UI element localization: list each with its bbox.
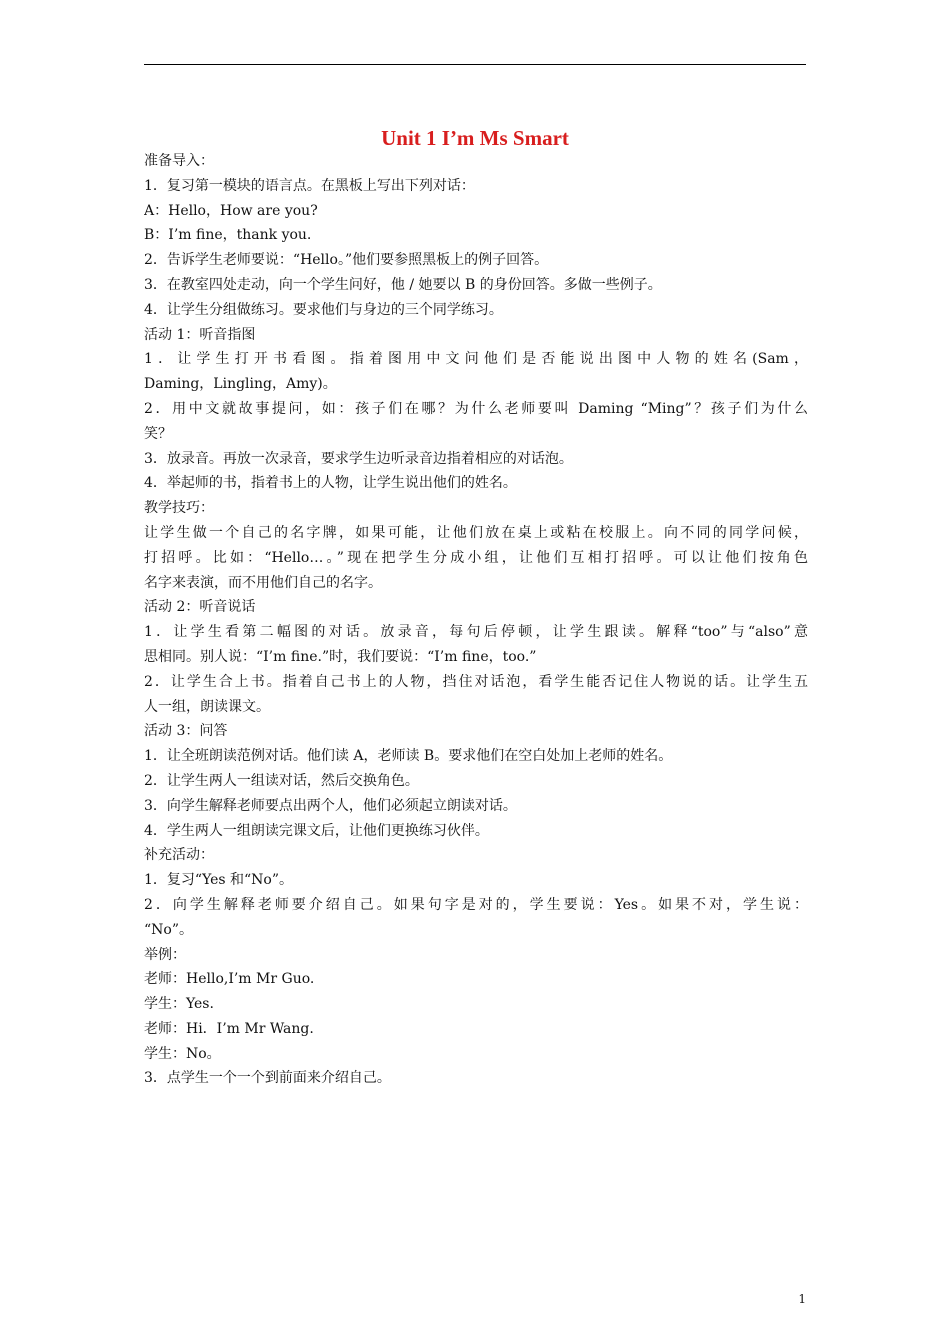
paragraph-line: 1．复习第一模块的语言点。在黑板上写出下列对话： [144, 177, 475, 194]
section-heading: 教学技巧： [144, 500, 214, 517]
dialogue-line: A：Hello，How are you? [144, 202, 318, 219]
paragraph-line: 让学生做一个自己的名字牌，如果可能，让他们放在桌上或粘在校服上。向不同的同学问候， [144, 524, 808, 541]
dialogue-line: B：I’m fine，thank you. [144, 227, 312, 244]
paragraph-line: 笑？ [144, 425, 172, 442]
section-heading: 活动 1：听音指图 [144, 326, 256, 343]
paragraph-line: 2．告诉学生老师要说：“Hello。”他们要参照黑板上的例子回答。 [144, 252, 549, 269]
document-title: Unit 1 I’m Ms Smart [381, 126, 569, 150]
page-number: 1 [798, 1292, 806, 1306]
section-heading: 准备导入： [144, 153, 214, 169]
paragraph-line: 3．在教室四处走动，向一个学生问好，他 / 她要以 B 的身份回答。多做一些例子。 [144, 276, 662, 293]
paragraph-line: “No”。 [144, 921, 193, 938]
dialogue-line: 老师：Hi．I’m Mr Wang. [144, 1020, 314, 1037]
paragraph-line: Daming，Lingling，Amy)。 [144, 376, 337, 393]
paragraph-line: 2．向学生解释老师要介绍自己。如果句字是对的，学生要说：Yes。如果不对，学生说： [144, 896, 808, 913]
paragraph-line: 打招呼。比如：“Hello…。”现在把学生分成小组，让他们互相打招呼。可以让他们按角色 [144, 549, 808, 566]
paragraph-line: 2．让学生合上书。指着自己书上的人物，挡住对话泡，看学生能否记住人物说的话。让学生五 [144, 673, 808, 690]
paragraph-line: 3．向学生解释老师要点出两个人，他们必须起立朗读对话。 [144, 797, 517, 814]
section-heading: 补充活动： [144, 847, 214, 864]
paragraph-line: 名字来表演，而不用他们自己的名字。 [144, 574, 382, 591]
paragraph-line: 2．用中文就故事提问，如：孩子们在哪？为什么老师要叫 Daming “Ming”？孩子们为什么 [144, 400, 808, 417]
paragraph-line: 1．复习“Yes 和“No”。 [144, 872, 294, 889]
paragraph-line: 3．放录音。再放一次录音，要求学生边听录音边指着相应的对话泡。 [144, 450, 573, 467]
dialogue-line: 学生：No。 [144, 1045, 221, 1062]
paragraph-line: 2．让学生两人一组读对话，然后交换角色。 [144, 772, 419, 789]
paragraph-line: 4．让学生分组做练习。要求他们与身边的三个同学练习。 [144, 301, 503, 318]
paragraph-line: 人一组，朗读课文。 [144, 698, 270, 715]
paragraph-line: 4．学生两人一组朗读完课文后，让他们更换练习伙伴。 [144, 822, 489, 839]
paragraph-line: 1．让学生看第二幅图的对话。放录音，每句后停顿，让学生跟读。解释“too”与“also”意 [144, 624, 808, 641]
section-heading: 活动 3：问答 [144, 723, 228, 740]
header-rule [144, 64, 806, 65]
section-heading: 活动 2：听音说话 [144, 599, 256, 616]
dialogue-line: 学生：Yes. [144, 996, 214, 1013]
dialogue-line: 老师：Hello,I’m Mr Guo. [144, 971, 315, 988]
document-body [144, 149, 808, 1091]
paragraph-line: 1．让学生打开书看图。指着图用中文问他们是否能说出图中人物的姓名(Sam， [144, 351, 808, 368]
paragraph-line: 1．让全班朗读范例对话。他们读 A，老师读 B。要求他们在空白处加上老师的姓名。 [144, 748, 673, 765]
paragraph-line: 思相同。别人说：“I’m fine.”时，我们要说：“I’m fine，too.” [144, 648, 537, 665]
paragraph-line: 3．点学生一个一个到前面来介绍自己。 [144, 1070, 391, 1087]
paragraph-line: 4．举起师的书，指着书上的人物，让学生说出他们的姓名。 [144, 475, 517, 492]
section-heading: 举例： [144, 946, 186, 963]
